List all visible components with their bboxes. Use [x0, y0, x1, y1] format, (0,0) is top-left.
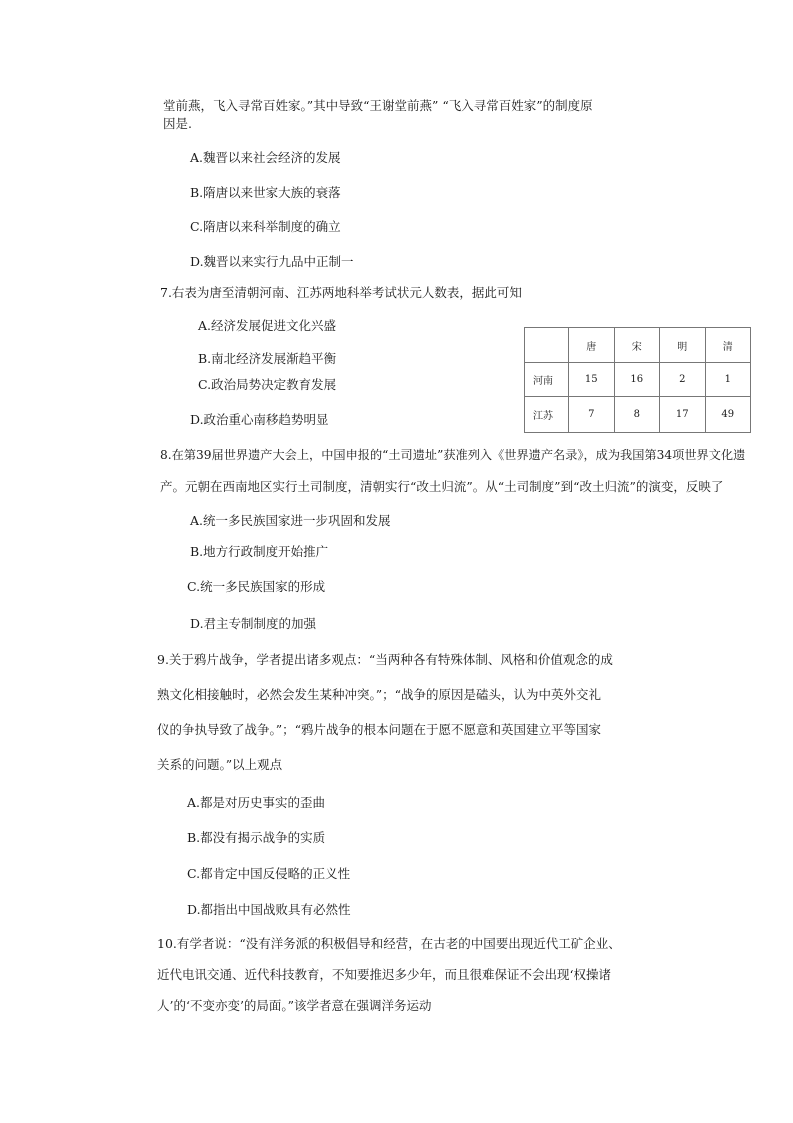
- table-header-cell: [525, 328, 569, 363]
- table-header-row: [525, 328, 751, 363]
- q9-option-a: A.都是对历史事实的歪曲: [187, 795, 326, 810]
- table-cell: 1: [705, 363, 751, 397]
- table-row-label: 江苏: [525, 397, 569, 433]
- q9-option-b: B.都没有揭示战争的实质: [187, 830, 326, 845]
- table-header-cell: 唐: [569, 328, 615, 363]
- q7-option-c: C.政治局势决定教育发展: [198, 377, 337, 392]
- table-header-cell: 明: [660, 328, 706, 363]
- q10-stem-line-1: 10.有学者说：“没有洋务派的积极倡导和经营，在古老的中国要出现近代工矿企业、: [157, 936, 621, 951]
- q10-stem-line-3: 人’的‘不变亦变’的局面。”该学者意在强调洋务运动: [157, 998, 432, 1013]
- q9-stem-line-2: 熟文化相接触时，必然会发生某种冲突。”；“战争的原因是磕头，认为中英外交礼: [157, 687, 602, 702]
- q6-option-b: B.隋唐以来世家大族的衰落: [190, 185, 341, 200]
- q9-option-c: C.都肯定中国反侵略的正义性: [187, 866, 351, 881]
- q9-stem-line-3: 仪的争执导致了战争。”；“鸦片战争的根本问题在于愿不愿意和英国建立平等国家: [157, 722, 602, 737]
- table-cell: 7: [569, 397, 615, 433]
- table-cell: 8: [614, 397, 660, 433]
- table-cell: 15: [569, 363, 615, 397]
- q6-option-c: C.隋唐以来科举制度的确立: [190, 219, 341, 234]
- q9-stem-line-1: 9.关于鸦片战争，学者提出诸多观点：“当两种各有特殊体制、风格和价值观念的成: [157, 652, 613, 667]
- q8-stem-line-2: 产。元朝在西南地区实行土司制度，清朝实行“改土归流”。从“土司制度”到“改土归流”的演变，反映了: [160, 479, 724, 494]
- scholar-count-table: [524, 327, 751, 433]
- q8-option-d: D.君主专制制度的加强: [190, 616, 317, 631]
- q9-option-d: D.都指出中国战败具有必然性: [187, 902, 351, 917]
- table-header-cell: 清: [705, 328, 751, 363]
- table-row: [525, 363, 751, 397]
- q6-option-d: D.魏晋以来实行九品中正制一: [190, 254, 354, 269]
- table-cell: 16: [614, 363, 660, 397]
- q7-option-a: A.经济发展促进文化兴盛: [198, 318, 337, 333]
- q7-option-b: B.南北经济发展渐趋平衡: [198, 351, 337, 366]
- q8-option-b: B.地方行政制度开始推广: [190, 544, 329, 559]
- table-cell: 17: [660, 397, 706, 433]
- table-cell: 49: [705, 397, 751, 433]
- table-row-label: 河南: [525, 363, 569, 397]
- q6-stem-line-2: 因是.: [163, 116, 192, 131]
- q6-stem-line-1: 堂前燕，飞入寻常百姓家。”其中导致“王谢堂前燕” “飞入寻常百姓家”的制度原: [163, 98, 593, 113]
- table-header-cell: 宋: [614, 328, 660, 363]
- table-row: [525, 397, 751, 433]
- q6-option-a: A.魏晋以来社会经济的发展: [190, 150, 341, 165]
- q8-option-c: C.统一多民族国家的形成: [187, 579, 326, 594]
- q8-stem-line-1: 8.在第39届世界遗产大会上，中国申报的“土司遗址”获准列入《世界遗产名录》，成为我国第34项世界文化遗: [160, 448, 746, 462]
- q8-option-a: A.统一多民族国家进一步巩固和发展: [190, 513, 391, 528]
- table-cell: 2: [660, 363, 706, 397]
- q10-stem-line-2: 近代电讯交通、近代科技教育，不知要推迟多少年，而且很难保证不会出现‘权操诸: [157, 967, 611, 982]
- q9-stem-line-4: 关系的问题。”以上观点: [157, 757, 283, 772]
- q7-option-d: D.政治重心南移趋势明显: [190, 412, 329, 427]
- q7-stem: 7.右表为唐至清朝河南、江苏两地科举考试状元人数表，据此可知: [160, 285, 522, 300]
